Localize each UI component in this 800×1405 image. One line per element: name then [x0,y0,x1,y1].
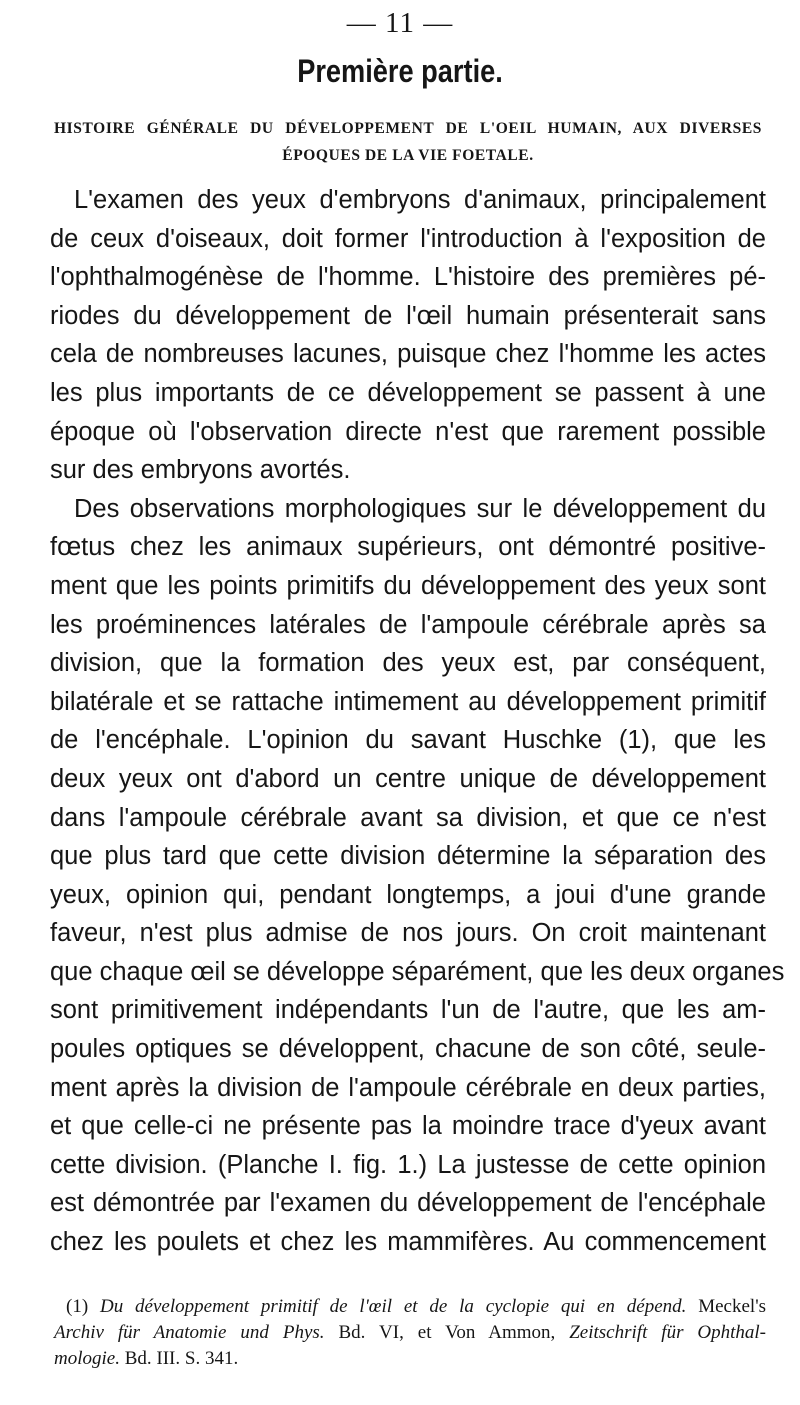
text-line: chez les poulets et chez les mammifères. Au commencement [50,1228,766,1257]
footnote [54,1294,766,1372]
text-line: époque où l'observation directe n'est que rarement possible [50,417,766,446]
footnote-author: Meckel's [698,1296,767,1317]
text-line: division, que la formation des yeux est, par conséquent, [50,649,766,678]
part-title: Première partie. [297,53,503,89]
text-line: l'ophthalmogénèse de l'homme. L'histoire des premières pé- [50,263,766,292]
text-line: les plus importants de ce développement se passent à une [50,378,766,407]
text-line: sont primitivement indépendants l'un de l'autre, que les am- [50,996,766,1025]
text-line: riodes du développement de l'œil humain présenterait sans [50,301,766,330]
footnote-marker: (1) [66,1296,89,1317]
text-line: dans l'ampoule cérébrale avant sa division, et que ce n'est [50,803,766,832]
text-line: que plus tard que cette division détermine la séparation des [50,842,766,871]
text-line: bilatérale et se rattache intimement au développement primitif [50,687,766,716]
text-line: ment après la division de l'ampoule cérébrale en deux parties, [50,1073,766,1102]
text-line: ment que les points primitifs du développement des yeux sont [50,571,766,600]
text-line: de l'encéphale. L'opinion du savant Huschke (1), que les [50,726,766,755]
section-heading [54,115,762,169]
text-line: Des observations morphologiques sur le développement du [74,494,766,523]
footnote-detail: Bd. VI, et Von Ammon, [338,1322,556,1343]
footnote-journal: Archiv für Anatomie und Phys. [54,1322,325,1343]
text-line: est démontrée par l'examen du développement de l'encéphale [50,1189,766,1218]
footnote-journal: mologie. [54,1348,120,1369]
section-heading-line: HISTOIRE GÉNÉRALE DU DÉVELOPPEMENT DE L'OEIL HUMAIN, AUX DIVERSES [54,120,762,137]
text-line: cette division. (Planche I. fig. 1.) La justesse de cette opinion [50,1150,766,1179]
text-line: que chaque œil se développe séparément, que les deux organes [50,957,785,986]
footnote-detail: Bd. III. S. 341. [124,1348,239,1369]
text-line: cela de nombreuses lacunes, puisque chez l'homme les actes [50,340,766,369]
footnote-line [54,1320,766,1346]
text-line: fœtus chez les animaux supérieurs, ont démontré positive- [50,533,766,562]
text-line: de ceux d'oiseaux, doit former l'introduction à l'exposition de [50,224,766,253]
page-number: — 11 — [346,7,454,39]
text-line: deux yeux ont d'abord un centre unique de développement [50,764,766,793]
footnote-cited-title: Du développement primitif de l'œil et de la cyclopie qui en dépend. [100,1296,687,1317]
text-line: et que celle-ci ne présente pas la moindre trace d'yeux avant [50,1112,766,1141]
footnote-line [54,1294,766,1320]
body-text [50,181,785,1262]
text-line: les proéminences latérales de l'ampoule cérébrale après sa [50,610,766,639]
text-line: poules optiques se développent, chacune de son côté, seule- [50,1035,766,1064]
text-line: faveur, n'est plus admise de nos jours. On croit maintenant [50,919,766,948]
section-heading-line: ÉPOQUES DE LA VIE FOETALE. [282,147,534,164]
paragraph [50,490,785,1262]
paragraph [50,181,766,490]
footnote-line [54,1346,766,1372]
footnote-journal: Zeitschrift für Ophthal- [569,1322,767,1343]
text-line: sur des embryons avortés. [50,456,351,485]
text-line: yeux, opinion qui, pendant longtemps, a joui d'une grande [50,880,766,909]
text-line: L'examen des yeux d'embryons d'animaux, principalement [74,186,766,214]
